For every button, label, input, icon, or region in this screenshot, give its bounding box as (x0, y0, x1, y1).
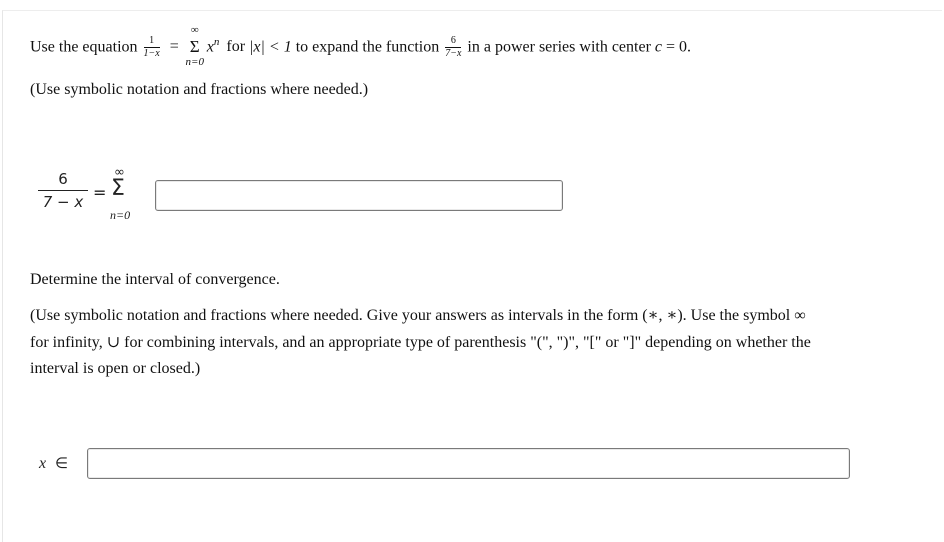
intro-text: Use the equation (30, 38, 138, 56)
interval-instruction-line2: for infinity, ∪ for combining intervals, and an appropriate type of parenthesis "(", ")", "[" or "]" depending on whether the (30, 334, 811, 351)
given-equals: = (169, 38, 179, 56)
center-value: = 0. (666, 38, 692, 56)
function-fraction (445, 36, 461, 59)
given-fraction-numerator: 1 (144, 36, 160, 48)
given-fraction (144, 36, 160, 59)
interval-label-var: x (39, 455, 47, 472)
condition-for: for (226, 38, 246, 56)
series-fraction-bar (38, 190, 88, 191)
series-sum-lower: n=0 (110, 208, 131, 222)
given-fraction-denominator: 1−x (143, 48, 160, 60)
series-answer-input[interactable] (155, 180, 563, 211)
given-sum-sigma: Σ (189, 37, 200, 57)
center-var: c (654, 38, 663, 56)
interval-heading: Determine the interval of convergence. (30, 271, 280, 288)
instruction-text: (Use symbolic notation and fractions where needed.) (30, 81, 369, 98)
series-fraction-denominator: 7 − x (42, 193, 84, 211)
given-sum-upper: ∞ (190, 24, 199, 37)
given-sum (185, 24, 204, 69)
interval-instruction-line1: (Use symbolic notation and fractions where needed. Give your answers as intervals in the form (∗, ∗). Use the symbol ∞ (30, 307, 806, 324)
expand-text: to expand the function (295, 38, 440, 56)
series-sum-upper: ∞ (114, 165, 125, 180)
interval-answer-input[interactable] (87, 448, 850, 479)
interval-label-symbol: ∈ (54, 454, 68, 472)
series-sum-sigma: Σ (111, 176, 125, 201)
given-sum-lower: n=0 (185, 56, 204, 69)
interval-label (39, 454, 68, 473)
function-fraction-numerator: 6 (445, 36, 461, 48)
series-fraction-numerator: 6 (58, 170, 68, 188)
function-fraction-denominator: 7−x (445, 48, 462, 60)
tail-text: in a power series with center (467, 38, 651, 56)
interval-instruction-line3: interval is open or closed.) (30, 360, 201, 377)
given-term-var: x (206, 38, 214, 56)
condition: |x| < 1 (249, 38, 292, 56)
series-equals: = (93, 183, 107, 202)
given-term-exp: n (213, 36, 220, 48)
series-fraction (38, 170, 88, 211)
problem-statement (30, 24, 692, 69)
